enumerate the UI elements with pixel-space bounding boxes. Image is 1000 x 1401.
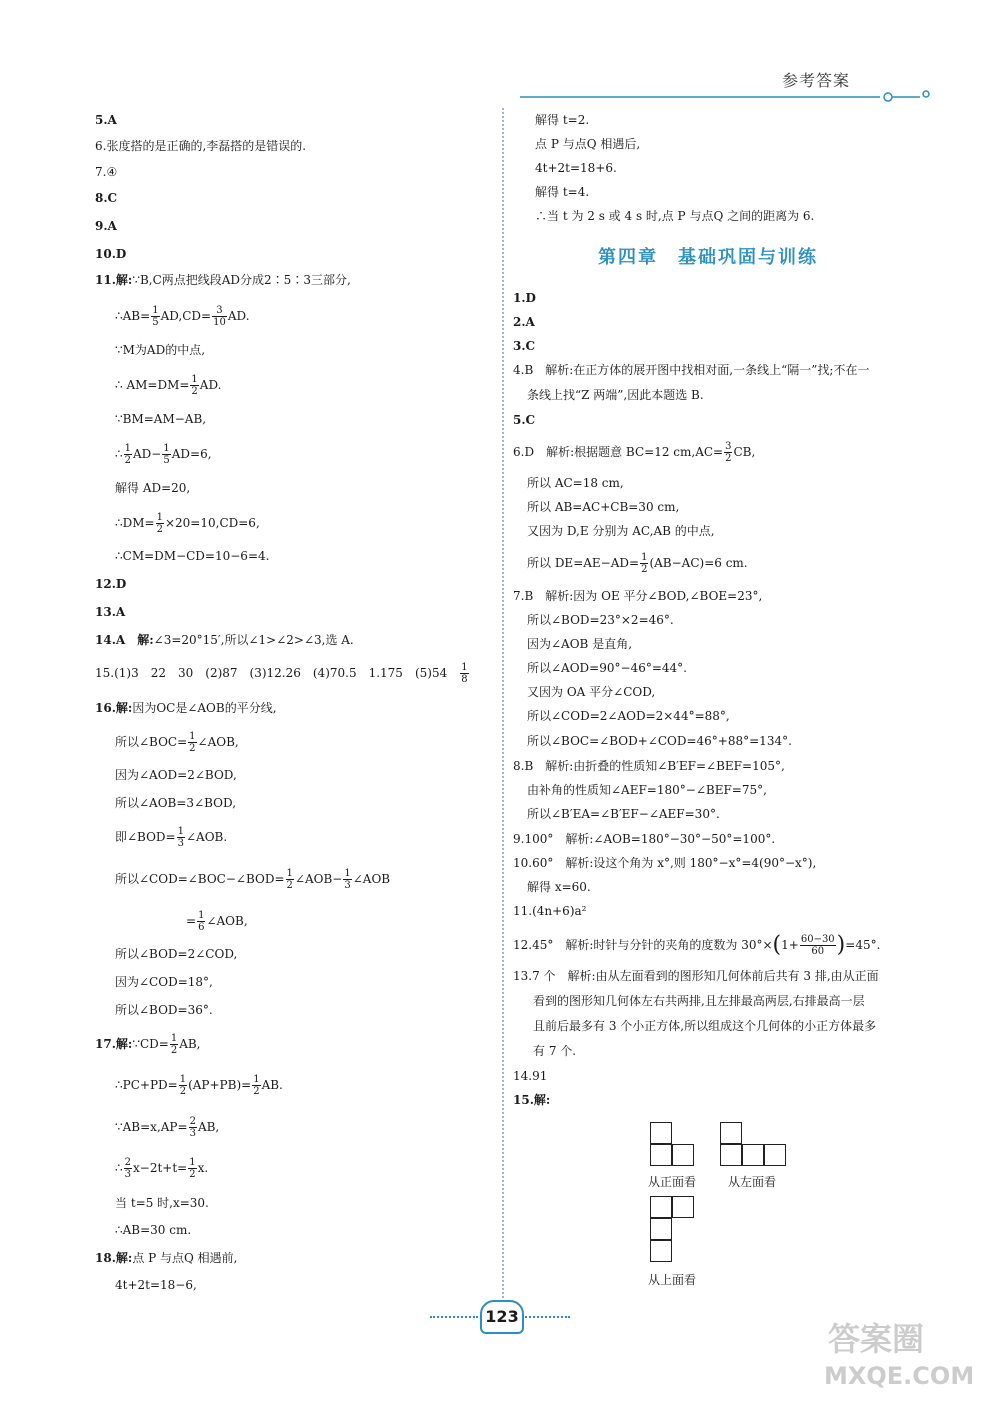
top-view-cell [650,1196,672,1218]
ch4-answer-4-line-1: 4.B 解析:在正方体的展开图中找相对面,一条线上“隔一”找;不在一 [513,363,870,377]
front-view-cell [672,1144,694,1166]
r-line-4: 解得 t=4. [535,185,590,199]
left-view-figure [720,1122,790,1168]
answer-10: 10.D [95,247,127,261]
column-divider [502,108,504,1298]
answer-11-line-7: 解得 AD=20, [115,481,191,495]
ch4-answer-13-line-3: 且前后最多有 3 个小正方体,所以组成这个几何体的小正方体最多 [533,1019,877,1033]
ch4-answer-13-line-2: 看到的图形知几何体左右共两排,且左排最高两层,右排最高一层 [533,994,865,1008]
chapter-title: 第四章 基础巩固与训练 [598,247,818,268]
r-line-1: 解得 t=2. [535,113,590,127]
ch4-answer-15: 15.解: [513,1093,551,1107]
page-number-dots-left [430,1316,478,1318]
r-line-3: 4t+2t=18+6. [535,161,617,175]
answer-7: 7.④ [95,165,118,179]
ch4-answer-7-line-4: 所以∠AOD=90°−46°=44°. [527,661,687,675]
page-number: 123 [480,1300,524,1334]
left-view-cell [720,1122,742,1144]
ch4-answer-2: 2.A [513,315,535,329]
ch4-answer-7-line-1: 7.B 解析:因为 OE 平分∠BOD,∠BOE=23°, [513,589,763,603]
page-number-dots-right [522,1316,570,1318]
left-view-cell [764,1144,786,1166]
ch4-answer-6-line-3: 所以 AB=AC+CB=30 cm, [527,500,680,514]
answer-11-line-4: ∴ AM=DM= $\frac{1}{2}$ AD. [115,374,222,397]
top-view-cell [650,1218,672,1240]
ch4-answer-8-line-3: 所以∠B′EA=∠B′EF−∠AEF=30°. [527,807,720,821]
answer-5: 5.A [95,113,117,127]
answer-17-line-6: ∴AB=30 cm. [115,1223,192,1237]
answer-16-line-4: 所以∠AOB=3∠BOD, [115,796,237,810]
answer-17-line-2: ∴PC+PD= $\frac{1}{2}$ (AP+PB)= $\frac{1}{2}$ AB. [115,1074,283,1097]
ch4-answer-14: 14.91 [513,1069,548,1083]
answer-11-line-6: ∴ $\frac{1}{2}$ AD− $\frac{1}{5}$ AD=6, [115,443,212,466]
answer-13: 13.A [95,605,126,619]
ch4-answer-8-line-2: 由补角的性质知∠AEF=180°−∠BEF=75°, [527,783,767,797]
answer-18-line-1: 18.解:点 P 与点Q 相遇前, [95,1251,238,1265]
answer-16-line-6: 所以∠COD=∠BOC−∠BOD= $\frac{1}{2}$ ∠AOB− $\frac{1}{3}$ ∠AOB [115,868,391,891]
ch4-answer-7-line-5: 又因为 OA 平分∠COD, [527,685,656,699]
answer-17-line-4: ∴ $\frac{2}{3}$ x−2t+t= $\frac{1}{2}$ x. [115,1157,209,1180]
r-line-2: 点 P 与点Q 相遇后, [535,137,641,151]
ch4-answer-12: 12.45° 解析:时针与分针的夹角的度数为 30°×(1+ $\frac{60-30}{60}$ )=45°. [513,932,881,958]
top-view-cell [672,1196,694,1218]
answer-16-line-10: 所以∠BOD=36°. [115,1003,213,1017]
header-title: 参考答案 [782,71,851,90]
ch4-answer-13-line-1: 13.7 个 解析:由从左面看到的图形知几何体前后共有 3 排,由从正面 [513,969,879,983]
answer-16-line-3: 因为∠AOD=2∠BOD, [115,768,237,782]
answer-11-line-3: ∵M为AD的中点, [115,343,206,357]
answer-6: 6.张度搭的是正确的,李磊搭的是错误的. [95,139,307,153]
watermark-line-1: 答案圈 [828,1320,925,1358]
left-view-cell [742,1144,764,1166]
answer-11-line-2: ∴AB= $\frac{1}{5}$ AD,CD= $\frac{3}{10}$ AD. [115,305,250,328]
ch4-answer-13-line-4: 有 7 个. [533,1044,577,1058]
ch4-answer-10-line-1: 10.60° 解析:设这个角为 x°,则 180°−x°=4(90°−x°), [513,856,817,870]
front-view-cell [650,1144,672,1166]
front-view-cell [650,1122,672,1144]
ch4-answer-6-line-2: 所以 AC=18 cm, [527,476,624,490]
top-view-figure [650,1196,700,1266]
front-view-figure [650,1122,720,1168]
ch4-answer-11: 11.(4n+6)a² [513,904,587,918]
ch4-answer-6-line-4: 又因为 D,E 分别为 AC,AB 的中点, [527,524,715,538]
ch4-answer-6-line-5: 所以 DE=AE−AD= $\frac{1}{2}$ (AB−AC)=6 cm. [527,552,748,575]
answer-8: 8.C [95,191,118,205]
ch4-answer-8-line-1: 8.B 解析:由折叠的性质知∠B′EF=∠BEF=105°, [513,759,785,773]
answer-12: 12.D [95,577,127,591]
caption-left-view: 从左面看 [728,1175,777,1189]
answer-16-line-2: 所以∠BOC= $\frac{1}{2}$ ∠AOB, [115,731,239,754]
answer-16-line-7: = $\frac{1}{6}$ ∠AOB, [186,910,248,933]
ch4-answer-7-line-2: 所以∠BOD=23°×2=46°. [527,613,674,627]
watermark-line-2: MXQE.COM [824,1362,975,1390]
ch4-answer-3: 3.C [513,339,536,353]
r-line-5: ∴当 t 为 2 s 或 4 s 时,点 P 与点Q 之间的距离为 6. [535,209,815,223]
ch4-answer-10-line-2: 解得 x=60. [527,880,591,894]
top-view-cell [650,1240,672,1262]
ch4-answer-7-line-6: 所以∠COD=2∠AOD=2×44°=88°, [527,709,730,723]
answer-15: 15.(1)3 22 30 (2)87 (3)12.26 (4)70.5 1.175 (5)54 $\frac{1}{8}$ [95,662,468,685]
caption-top-view: 从上面看 [648,1273,697,1287]
ch4-answer-4-line-2: 条线上找“Z 两端”,因此本题选 B. [527,388,704,402]
answer-11-line-8: ∴DM= $\frac{1}{2}$ ×20=10,CD=6, [115,512,260,535]
answer-16-line-9: 因为∠COD=18°, [115,975,213,989]
answer-17-line-3: ∵AB=x,AP= $\frac{2}{3}$ AB, [115,1116,220,1139]
ch4-answer-7-line-7: 所以∠BOC=∠BOD+∠COD=46°+88°=134°. [527,734,792,748]
answer-17-line-5: 当 t=5 时,x=30. [115,1196,209,1210]
left-view-cell [720,1144,742,1166]
ch4-answer-1: 1.D [513,291,536,305]
ch4-answer-9: 9.100° 解析:∠AOB=180°−30°−50°=100°. [513,832,776,846]
answer-11-line-1: 11.解:∵B,C两点把线段AD分成2∶5∶3三部分, [95,273,351,287]
ch4-answer-7-line-3: 因为∠AOB 是直角, [527,637,633,651]
page-number-area [430,1300,570,1336]
answer-16-line-8: 所以∠BOD=2∠COD, [115,947,238,961]
header-decoration [520,85,960,105]
answer-11-line-5: ∵BM=AM−AB, [115,412,207,426]
answer-17-line-1: 17.解:∵CD= $\frac{1}{2}$ AB, [95,1033,201,1056]
ch4-answer-5: 5.C [513,413,536,427]
answer-18-line-2: 4t+2t=18−6, [115,1278,197,1292]
answer-11-line-9: ∴CM=DM−CD=10−6=4. [115,549,270,563]
answer-9: 9.A [95,219,117,233]
answer-14: 14.A 解:∠3=20°15′,所以∠1>∠2>∠3,选 A. [95,633,354,647]
caption-front-view: 从正面看 [648,1175,697,1189]
ch4-answer-6-line-1: 6.D 解析:根据题意 BC=12 cm,AC= $\frac{3}{2}$ CB, [513,441,756,464]
answer-16-line-5: 即∠BOD= $\frac{1}{3}$ ∠AOB. [115,826,228,849]
watermark-logo [820,1312,990,1392]
answer-16-line-1: 16.解:因为OC是∠AOB的平分线, [95,701,277,715]
